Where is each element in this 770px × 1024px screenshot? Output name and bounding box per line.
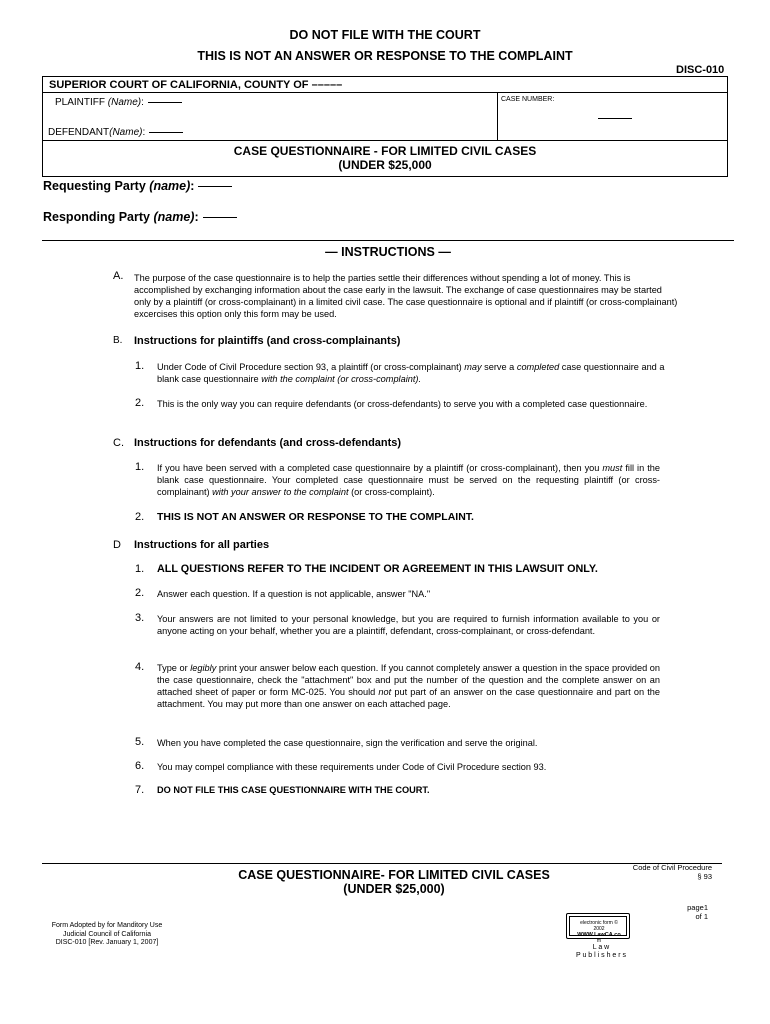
caption-title-1: CASE QUESTIONNAIRE - FOR LIMITED CIVIL CASES: [233, 144, 537, 158]
header-line-1: DO NOT FILE WITH THE COURT: [289, 28, 481, 42]
d-3-num: 3.: [135, 612, 145, 624]
section-b-title: Instructions for plaintiffs (and cross-complainants): [134, 335, 401, 347]
d-1-num: 1.: [135, 563, 145, 575]
section-a-text: The purpose of the case questionnaire is to help the parties settle their differences without spending a lot of money. This is accomplished by exchanging information about the case early in the lawsuit. The exchange of case questionnaires may be started only by a plaintiff (or cross-complainant) in a limited civil case. The case questionnaire is optional and if plaintiff (or cross-complainant) excercises this option only this form may be used.: [134, 273, 678, 319]
d-5-text: When you have completed the case questionnaire, sign the verification and serve the original.: [157, 738, 538, 748]
d-2-text: Answer each question. If a question is not applicable, answer "NA.": [157, 589, 431, 599]
header-line-2: THIS IS NOT AN ANSWER OR RESPONSE TO THE COMPLAINT: [197, 49, 573, 63]
instructions-rule: [42, 240, 734, 241]
requesting-party-line: Requesting Party (name):: [43, 179, 232, 193]
section-c-title: Instructions for defendants (and cross-defendants): [134, 437, 402, 449]
footer-code: Code of Civil Procedure § 93: [632, 863, 712, 881]
d-7-num: 7.: [135, 784, 145, 796]
instructions-heading: — INSTRUCTIONS —: [325, 245, 451, 259]
d-1-text: ALL QUESTIONS REFER TO THE INCIDENT OR AGREEMENT IN THIS LAWSUIT ONLY.: [157, 563, 598, 575]
caption-divider: [42, 92, 728, 93]
d-5-num: 5.: [135, 736, 145, 748]
stamp-text: electronic form © 2002 WWW.LawCA.co m: [577, 920, 621, 944]
b-1-text: Under Code of Civil Procedure section 93, a plaintiff (or cross-complainant) may serve a completed case questionnaire and a blank case questionnaire with the complaint (or cross-complaint).: [157, 362, 665, 384]
caption-title-2: (UNDER $25,000: [338, 158, 432, 172]
law-publishers-label: L a w P u b l i s h e r s: [575, 944, 627, 959]
plaintiff-line: PLAINTIFF (Name):: [55, 97, 182, 108]
section-b-letter: B.: [113, 335, 123, 346]
d-6-text: You may compel compliance with these requirements under Code of Civil Procedure section 93.: [157, 762, 547, 772]
form-code: DISC-010: [676, 64, 725, 76]
d-3-text: Your answers are not limited to your personal knowledge, but you are required to furnish information available to you or anyone acting on your behalf, whether you are a plaintiff, defendant, cross-complainant, or cross-defendant.: [157, 614, 660, 636]
b-1-num: 1.: [135, 360, 145, 372]
d-6-num: 6.: [135, 760, 145, 772]
section-c-letter: C.: [113, 437, 124, 449]
c-2-text: THIS IS NOT AN ANSWER OR RESPONSE TO THE COMPLAINT.: [157, 511, 474, 523]
plaintiff-name-field[interactable]: [148, 102, 182, 103]
requesting-party-field[interactable]: [198, 186, 232, 187]
b-2-num: 2.: [135, 397, 145, 409]
c-1-num: 1.: [135, 461, 145, 473]
d-7-text: DO NOT FILE THIS CASE QUESTIONNAIRE WITH THE COURT.: [157, 785, 430, 795]
case-number-label: CASE NUMBER:: [501, 96, 555, 103]
b-2-text: This is the only way you can require defendants (or cross-defendants) to serve you with a completed case questionnaire.: [157, 399, 648, 409]
case-number-field[interactable]: [598, 118, 632, 119]
section-d-title: Instructions for all parties: [134, 539, 270, 551]
caption-vertical-divider: [497, 92, 498, 141]
page-number: page1 of 1: [687, 903, 708, 921]
responding-party-field[interactable]: [203, 217, 237, 218]
defendant-name-field[interactable]: [149, 132, 183, 133]
law-publisher-stamp: [566, 913, 630, 944]
d-2-num: 2.: [135, 587, 145, 599]
c-1-text: If you have been served with a completed case questionnaire by a plaintiff (or cross-complainant), then you must fill in the blank case questionnaire. Your completed case questionnaire must be served on the requesting plaintiff (or cross-complainant) with your answer to the complaint (or cross-complaint).: [157, 463, 660, 497]
footer-title-2: (UNDER $25,000): [343, 882, 445, 896]
section-a-letter: A.: [113, 270, 124, 282]
section-d-letter: D: [113, 539, 121, 551]
c-2-num: 2.: [135, 511, 145, 523]
responding-party-line: Responding Party (name):: [43, 210, 237, 224]
d-4-text: Type or legibly print your answer below each question. If you cannot completely answer a question in the space provided on the case questionnaire, check the "attachment" box and put the number of the question and the complete answer on an attached sheet of paper or form MC-025. You should not put part of an answer on the case questionnaire and part on the attachment. You may put more than one answer on each attached page.: [157, 663, 660, 709]
d-4-num: 4.: [135, 661, 145, 673]
court-label: SUPERIOR COURT OF CALIFORNIA, COUNTY OF –––––: [49, 79, 343, 91]
footer-title-1: CASE QUESTIONNAIRE- FOR LIMITED CIVIL CASES: [238, 868, 550, 882]
defendant-line: DEFENDANT(Name):: [48, 127, 183, 138]
form-adopted: Form Adopted by for Manditory Use Judicial Council of California DISC-010 [Rev. January 1, 2007]: [51, 922, 163, 946]
